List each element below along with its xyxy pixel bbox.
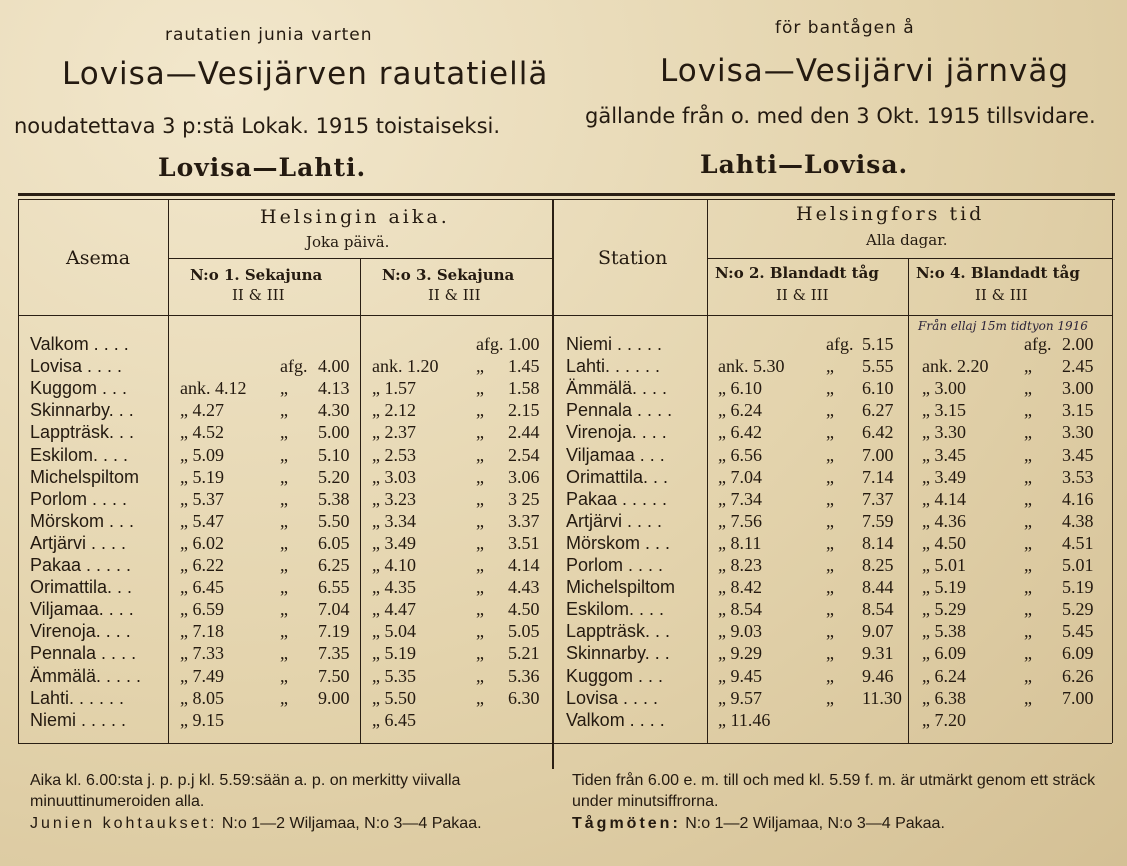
left-train2-prefix: „ (476, 378, 484, 398)
left-train2-departure: 1.00 (508, 334, 540, 354)
right-train2-prefix: „ (1024, 555, 1032, 575)
left-train1-arrival: „ 5.09 (180, 445, 224, 465)
right-station-name: Mörskom . . . (566, 533, 671, 553)
right-train2-departure: 3.53 (1062, 467, 1094, 487)
right-train1-arrival: „ 11.46 (718, 710, 771, 730)
left-train1-prefix: „ (280, 599, 288, 619)
right-train1-arrival: „ 9.03 (718, 621, 762, 641)
left-train2-arrival: „ 5.04 (372, 621, 416, 641)
right-train2-arrival: „ 3.49 (922, 467, 966, 487)
right-train1-arrival: „ 7.56 (718, 511, 762, 531)
left-station-name: Mörskom . . . (30, 511, 135, 531)
left-train1-arrival: „ 6.45 (180, 577, 224, 597)
right-train1-prefix: „ (826, 533, 834, 553)
right-train2-arrival: „ 5.19 (922, 577, 966, 597)
right-train1-prefix: „ (826, 555, 834, 575)
right-train1-prefix: „ (826, 599, 834, 619)
right-train1-arrival: „ 9.29 (718, 643, 762, 663)
right-train2-prefix: „ (1024, 422, 1032, 442)
left-train1-departure: 4.00 (318, 356, 350, 376)
right-footnote-meetings (572, 813, 1107, 834)
right-train1-arrival: ank. 5.30 (718, 356, 785, 376)
left-train1-prefix: „ (280, 666, 288, 686)
left-train1-departure: 4.30 (318, 400, 350, 420)
left-train1-departure: 4.13 (318, 378, 350, 398)
right-train2: N:o 4. Blandadt tåg (916, 264, 1080, 282)
left-train2-departure: 6.30 (508, 688, 540, 708)
right-train2-arrival: „ 5.38 (922, 621, 966, 641)
left-station-name: Porlom . . . . (30, 489, 128, 509)
left-train1-departure: 7.04 (318, 599, 350, 619)
left-train2-arrival: „ 5.50 (372, 688, 416, 708)
left-train2-arrival: „ 5.19 (372, 643, 416, 663)
right-train2-departure: 5.19 (1062, 577, 1094, 597)
left-train1-arrival: „ 5.19 (180, 467, 224, 487)
right-train1-prefix: „ (826, 643, 834, 663)
left-time-header: Helsingin aika. (260, 206, 450, 228)
left-train-divider (360, 258, 361, 743)
right-train1-prefix: „ (826, 445, 834, 465)
right-train1-arrival: „ 6.56 (718, 445, 762, 465)
left-train2-arrival: „ 3.03 (372, 467, 416, 487)
right-station-name: Artjärvi . . . . (566, 511, 663, 531)
left-train2-prefix: „ (476, 555, 484, 575)
right-station-name: Eskilom. . . . (566, 599, 665, 619)
right-train1-class: II & III (776, 286, 829, 304)
left-station-name: Pennala . . . . (30, 643, 137, 663)
right-station-name: Skinnarby. . . (566, 643, 670, 663)
left-station-name: Valkom . . . . (30, 334, 129, 354)
right-train1-arrival: „ 8.42 (718, 577, 762, 597)
left-train1-prefix: „ (280, 533, 288, 553)
right-train1-prefix: „ (826, 378, 834, 398)
left-train1-arrival: „ 7.33 (180, 643, 224, 663)
left-train2-prefix: „ (476, 511, 484, 531)
left-train2-departure: 4.14 (508, 555, 540, 575)
right-train1-departure: 11.30 (862, 688, 902, 708)
handwritten-note: Från ellaj 15m tidtyon 1916 (918, 319, 1088, 333)
right-days: Alla dagar. (866, 231, 948, 249)
left-train2-prefix: „ (476, 400, 484, 420)
left-train2-prefix: „ (476, 467, 484, 487)
left-train1-arrival: „ 5.47 (180, 511, 224, 531)
right-station-name: Niemi . . . . . (566, 334, 663, 354)
right-train1-prefix: „ (826, 489, 834, 509)
left-train1-prefix: „ (280, 467, 288, 487)
right-station-name: Viljamaa . . . (566, 445, 665, 465)
left-train1-departure: 5.50 (318, 511, 350, 531)
left-train1-arrival: „ 6.02 (180, 533, 224, 553)
left-train1-departure: 6.55 (318, 577, 350, 597)
right-train2-prefix: „ (1024, 511, 1032, 531)
right-train2-departure: 7.00 (1062, 688, 1094, 708)
left-train2-prefix: „ (476, 489, 484, 509)
right-station-name: Lappträsk. . . (566, 621, 671, 641)
right-heading-line3: gällande från o. med den 3 Okt. 1915 tillsvidare. (585, 104, 1096, 128)
left-route-title: Lovisa—Lahti. (158, 153, 367, 182)
left-train2-departure: 4.43 (508, 577, 540, 597)
right-train1-arrival: „ 8.23 (718, 555, 762, 575)
right-train1-arrival: „ 8.11 (718, 533, 762, 553)
right-train2-departure: 3.15 (1062, 400, 1094, 420)
left-train2-arrival: „ 3.49 (372, 533, 416, 553)
left-train2-departure: 3 25 (508, 489, 540, 509)
right-border (1112, 199, 1113, 743)
right-train1-departure: 7.14 (862, 467, 894, 487)
left-train1-prefix: „ (280, 555, 288, 575)
left-train1-arrival: „ 6.22 (180, 555, 224, 575)
left-train1-departure: 5.00 (318, 422, 350, 442)
right-train1-prefix: „ (826, 511, 834, 531)
right-meetings-label: Tågmöten: (572, 815, 681, 832)
right-train2-departure: 5.01 (1062, 555, 1094, 575)
right-train1-arrival: „ 6.24 (718, 400, 762, 420)
right-col-station: Station (598, 247, 668, 269)
left-days: Joka päivä. (306, 233, 390, 251)
right-train2-prefix: „ (1024, 688, 1032, 708)
left-train2-prefix: „ (476, 666, 484, 686)
right-train1-arrival: „ 9.57 (718, 688, 762, 708)
left-train1-departure: 9.00 (318, 688, 350, 708)
right-train2-departure: 6.09 (1062, 643, 1094, 663)
left-train2-prefix: „ (476, 577, 484, 597)
right-train2-departure: 2.45 (1062, 356, 1094, 376)
right-train1-departure: 9.46 (862, 666, 894, 686)
left-train2-departure: 3.51 (508, 533, 540, 553)
left-train2-departure: 5.05 (508, 621, 540, 641)
left-train1: N:o 1. Sekajuna (190, 266, 323, 284)
right-train2-prefix: „ (1024, 643, 1032, 663)
left-station-name: Pakaa . . . . . (30, 555, 132, 575)
right-train2-departure: 5.45 (1062, 621, 1094, 641)
left-train1-departure: 6.25 (318, 555, 350, 575)
left-heading-line1: rautatien junia varten (165, 25, 373, 45)
left-station-name: Niemi . . . . . (30, 710, 127, 730)
right-heading-line2: Lovisa—Vesijärvi järnväg (660, 53, 1070, 89)
left-train1-prefix: „ (280, 400, 288, 420)
right-route-title: Lahti—Lovisa. (700, 150, 909, 179)
left-station-name: Lahti. . . . . . (30, 688, 125, 708)
left-train2-departure: 2.15 (508, 400, 540, 420)
left-train1-departure: 5.10 (318, 445, 350, 465)
right-train1-prefix: „ (826, 666, 834, 686)
right-train1-departure: 6.27 (862, 400, 894, 420)
left-station-divider (168, 199, 169, 743)
left-border (18, 199, 19, 743)
right-train1-departure: 9.07 (862, 621, 894, 641)
left-station-name: Skinnarby. . . (30, 400, 134, 420)
right-train2-arrival: „ 4.50 (922, 533, 966, 553)
right-train2-prefix: „ (1024, 621, 1032, 641)
right-train1-prefix: afg. (826, 334, 854, 354)
right-train2-arrival: „ 3.00 (922, 378, 966, 398)
left-train2-departure: 3.37 (508, 511, 540, 531)
right-train1: N:o 2. Blandadt tåg (715, 264, 879, 282)
right-train2-arrival: „ 5.29 (922, 599, 966, 619)
right-train2-departure: 2.00 (1062, 334, 1094, 354)
right-train2-departure: 3.30 (1062, 422, 1094, 442)
right-train1-prefix: „ (826, 422, 834, 442)
right-train1-departure: 7.59 (862, 511, 894, 531)
left-heading-line2: Lovisa—Vesijärven rautatiellä (62, 56, 549, 92)
right-station-name: Kuggom . . . (566, 666, 664, 686)
right-train1-prefix: „ (826, 400, 834, 420)
right-train2-prefix: „ (1024, 599, 1032, 619)
right-train2-arrival: „ 6.38 (922, 688, 966, 708)
right-train1-departure: 5.15 (862, 334, 894, 354)
left-train2-class: II & III (428, 286, 481, 304)
right-footnote-time: Tiden från 6.00 e. m. till och med kl. 5.59 f. m. är utmärkt genom ett sträck under minutsiffrorna. (572, 772, 1096, 810)
right-train1-arrival: „ 6.42 (718, 422, 762, 442)
left-train2-prefix: „ (476, 643, 484, 663)
left-train1-departure: 7.19 (318, 621, 350, 641)
right-train2-departure: 5.29 (1062, 599, 1094, 619)
right-train2-prefix: „ (1024, 356, 1032, 376)
center-divider (552, 199, 554, 769)
left-train2-arrival: „ 3.34 (372, 511, 416, 531)
right-station-name: Orimattila. . . (566, 467, 669, 487)
right-train2-departure: 3.45 (1062, 445, 1094, 465)
right-train1-prefix: „ (826, 356, 834, 376)
right-train2-arrival: „ 7.20 (922, 710, 966, 730)
right-train-divider (908, 258, 909, 743)
left-train2-prefix: „ (476, 445, 484, 465)
right-train2-arrival: „ 4.14 (922, 489, 966, 509)
right-train1-arrival: „ 9.45 (718, 666, 762, 686)
right-train1-departure: 7.37 (862, 489, 894, 509)
left-station-name: Viljamaa. . . . (30, 599, 134, 619)
table-bottom-rule (18, 743, 1112, 744)
left-meetings-text: N:o 1—2 Wiljamaa, N:o 3—4 Pakaa. (221, 815, 482, 832)
right-train1-prefix: „ (826, 467, 834, 487)
right-train2-arrival: „ 6.24 (922, 666, 966, 686)
left-train2-prefix: „ (476, 356, 484, 376)
right-train2-class: II & III (975, 286, 1028, 304)
right-station-name: Pennala . . . . (566, 400, 673, 420)
left-station-name: Eskilom. . . . (30, 445, 129, 465)
left-train1-prefix: „ (280, 422, 288, 442)
left-train1-prefix: „ (280, 577, 288, 597)
left-station-name: Lappträsk. . . (30, 422, 135, 442)
right-meetings-text: N:o 1—2 Wiljamaa, N:o 3—4 Pakaa. (685, 815, 945, 832)
left-train2-prefix: „ (476, 688, 484, 708)
right-station-name: Michelspiltom (566, 577, 676, 597)
left-col-station: Asema (66, 247, 131, 269)
left-train1-prefix: „ (280, 511, 288, 531)
left-train2-prefix: „ (476, 422, 484, 442)
left-train2-departure: 1.58 (508, 378, 540, 398)
left-train2-departure: 2.44 (508, 422, 540, 442)
left-train2-arrival: „ 2.37 (372, 422, 416, 442)
left-meetings-label: Junien kohtaukset: (30, 815, 218, 832)
right-train2-arrival: ank. 2.20 (922, 356, 989, 376)
right-train2-prefix: „ (1024, 489, 1032, 509)
left-train2-prefix: „ (476, 533, 484, 553)
left-train1-prefix: afg. (280, 356, 308, 376)
left-train1-departure: 6.05 (318, 533, 350, 553)
left-train2-prefix: „ (476, 621, 484, 641)
top-rule-thin (18, 199, 1115, 200)
right-train2-arrival: „ 3.30 (922, 422, 966, 442)
right-train1-departure: 5.55 (862, 356, 894, 376)
left-train1-arrival: „ 8.05 (180, 688, 224, 708)
left-train1-prefix: „ (280, 643, 288, 663)
left-train1-arrival: „ 6.59 (180, 599, 224, 619)
left-station-name: Virenoja. . . . (30, 621, 131, 641)
right-train2-prefix: „ (1024, 577, 1032, 597)
right-train1-arrival: „ 8.54 (718, 599, 762, 619)
left-train2-departure: 2.54 (508, 445, 540, 465)
left-train1-prefix: „ (280, 621, 288, 641)
left-train1-prefix: „ (280, 378, 288, 398)
left-station-name: Orimattila. . . (30, 577, 133, 597)
right-station-name: Ämmälä. . . . (566, 378, 668, 398)
right-train1-departure: 6.10 (862, 378, 894, 398)
right-station-name: Valkom . . . . (566, 710, 665, 730)
right-station-name: Porlom . . . . (566, 555, 664, 575)
right-train2-departure: 6.26 (1062, 666, 1094, 686)
right-header-split (707, 258, 1112, 259)
left-footnote-time: Aika kl. 6.00:sta j. p. p.j kl. 5.59:sään a. p. on merkitty viivalla minuuttinumeroiden alla. (30, 772, 461, 810)
left-station-name: Ämmälä. . . . . (30, 666, 142, 686)
right-station-name: Lovisa . . . . (566, 688, 659, 708)
top-double-rule (18, 193, 1115, 196)
left-train1-departure: 7.50 (318, 666, 350, 686)
left-train2: N:o 3. Sekajuna (382, 266, 515, 284)
right-station-name: Lahti. . . . . . (566, 356, 661, 376)
left-train2-prefix: afg. (476, 334, 504, 354)
right-train2-arrival: „ 4.36 (922, 511, 966, 531)
left-train2-arrival: „ 6.45 (372, 710, 416, 730)
left-train1-departure: 5.20 (318, 467, 350, 487)
left-train2-prefix: „ (476, 599, 484, 619)
left-station-name: Lovisa . . . . (30, 356, 123, 376)
left-header-split (168, 258, 552, 259)
right-train1-departure: 8.25 (862, 555, 894, 575)
left-train2-departure: 1.45 (508, 356, 540, 376)
right-train2-prefix: „ (1024, 533, 1032, 553)
right-train2-prefix: „ (1024, 400, 1032, 420)
left-station-name: Michelspiltom (30, 467, 140, 487)
right-train1-departure: 8.14 (862, 533, 894, 553)
header-bottom-rule (18, 315, 1112, 316)
left-train1-arrival: ank. 4.12 (180, 378, 247, 398)
left-station-name: Artjärvi . . . . (30, 533, 127, 553)
left-station-name: Kuggom . . . (30, 378, 128, 398)
right-time-header: Helsingfors tid (796, 203, 985, 225)
right-train1-departure: 7.00 (862, 445, 894, 465)
left-train2-departure: 3.06 (508, 467, 540, 487)
left-train1-arrival: „ 4.27 (180, 400, 224, 420)
right-train2-arrival: „ 3.15 (922, 400, 966, 420)
right-train2-departure: 3.00 (1062, 378, 1094, 398)
right-station-name: Pakaa . . . . . (566, 489, 668, 509)
right-train1-prefix: „ (826, 577, 834, 597)
left-train2-arrival: „ 4.35 (372, 577, 416, 597)
left-train2-departure: 4.50 (508, 599, 540, 619)
right-train2-departure: 4.38 (1062, 511, 1094, 531)
left-heading-line3: noudatettava 3 p:stä Lokak. 1915 toistaiseksi. (14, 114, 501, 138)
right-train2-prefix: „ (1024, 445, 1032, 465)
right-train2-arrival: „ 3.45 (922, 445, 966, 465)
right-station-name: Virenoja. . . . (566, 422, 667, 442)
left-train2-arrival: „ 2.12 (372, 400, 416, 420)
right-station-divider (707, 199, 708, 743)
right-train1-arrival: „ 6.10 (718, 378, 762, 398)
right-train2-departure: 4.51 (1062, 533, 1094, 553)
left-train1-prefix: „ (280, 688, 288, 708)
left-train1-arrival: „ 5.37 (180, 489, 224, 509)
left-footnote-meetings (30, 813, 550, 834)
left-train1-departure: 5.38 (318, 489, 350, 509)
right-train2-prefix: „ (1024, 666, 1032, 686)
left-train2-arrival: „ 5.35 (372, 666, 416, 686)
left-train2-arrival: ank. 1.20 (372, 356, 439, 376)
left-train2-arrival: „ 4.10 (372, 555, 416, 575)
left-train1-prefix: „ (280, 489, 288, 509)
right-heading-line1: för bantågen å (775, 18, 915, 38)
right-train2-arrival: „ 6.09 (922, 643, 966, 663)
right-train2-departure: 4.16 (1062, 489, 1094, 509)
left-train1-class: II & III (232, 286, 285, 304)
right-train2-prefix: „ (1024, 378, 1032, 398)
left-train2-arrival: „ 4.47 (372, 599, 416, 619)
left-train1-arrival: „ 7.49 (180, 666, 224, 686)
right-train1-prefix: „ (826, 621, 834, 641)
left-train1-departure: 7.35 (318, 643, 350, 663)
left-train2-departure: 5.21 (508, 643, 540, 663)
left-train2-departure: 5.36 (508, 666, 540, 686)
right-train1-departure: 9.31 (862, 643, 894, 663)
right-train1-departure: 6.42 (862, 422, 894, 442)
right-train2-prefix: afg. (1024, 334, 1052, 354)
left-train2-arrival: „ 2.53 (372, 445, 416, 465)
left-train1-arrival: „ 7.18 (180, 621, 224, 641)
left-train1-arrival: „ 4.52 (180, 422, 224, 442)
right-train1-departure: 8.54 (862, 599, 894, 619)
right-train1-arrival: „ 7.34 (718, 489, 762, 509)
left-train1-prefix: „ (280, 445, 288, 465)
right-train1-departure: 8.44 (862, 577, 894, 597)
right-train1-arrival: „ 7.04 (718, 467, 762, 487)
right-train2-prefix: „ (1024, 467, 1032, 487)
left-train2-arrival: „ 1.57 (372, 378, 416, 398)
right-train2-arrival: „ 5.01 (922, 555, 966, 575)
right-train1-prefix: „ (826, 688, 834, 708)
left-train1-arrival: „ 9.15 (180, 710, 224, 730)
left-train2-arrival: „ 3.23 (372, 489, 416, 509)
